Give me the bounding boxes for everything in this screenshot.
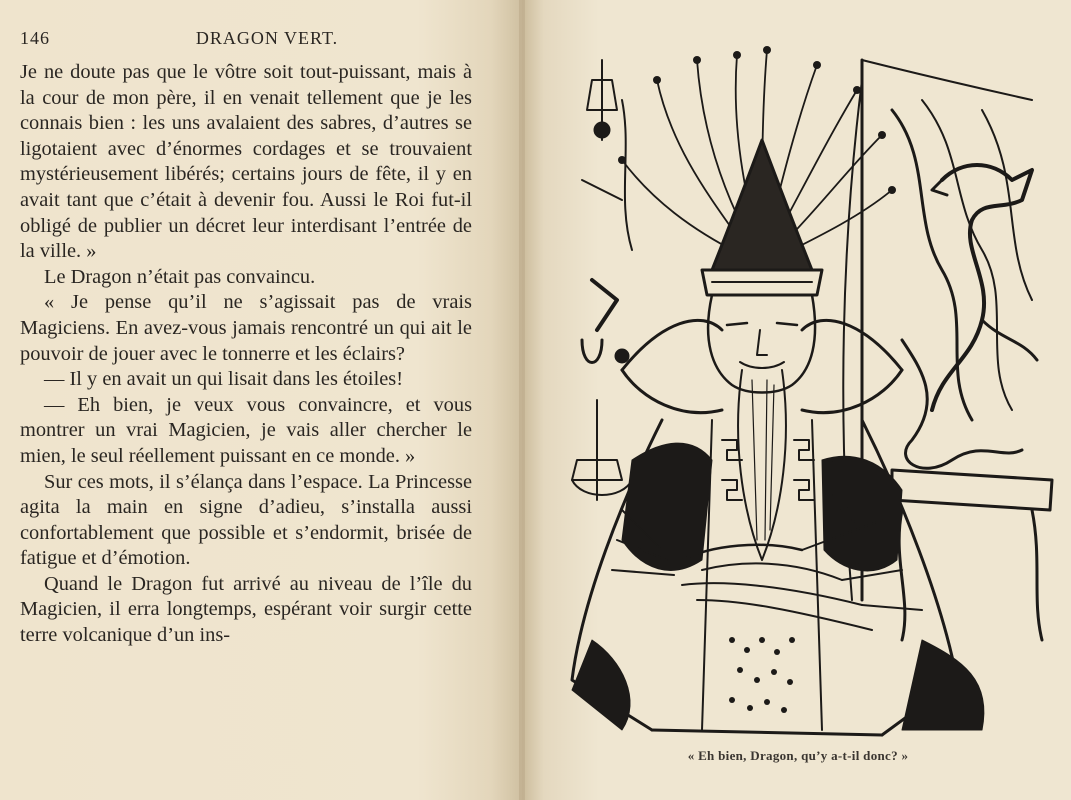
paragraph: « Je pense qu’il ne s’agissait pas de vrais Magiciens. En avez-vous jamais rencontré un qui ait le pouvoir de jouer avec le tonnerre et les éclairs? — [20, 291, 472, 365]
body-text — [20, 60, 472, 649]
paragraph: Le Dragon n’était pas convaincu. — [44, 265, 316, 288]
paragraph: — Eh bien, je veux vous convaincre, et vous montrer un vrai Magicien, je vais aller chercher le mien, le seul réellement puissant en ce monde. » — [20, 393, 472, 467]
paragraph: Quand le Dragon fut arrivé au niveau de l’île du Magicien, il erra longtemps, espérant voir surgir cette terre volcanique d’un ins- — [20, 572, 472, 647]
illustration-caption: « Eh bien, Dragon, qu’y a-t-il donc? » — [687, 748, 909, 763]
paragraph: Sur ces mots, il s’élança dans l’espace. La Princesse agita la main en signe d’adieu, s’installa aussi confortablement que possible et s’endormit, brisée de fatigue et d’émotion. — [20, 470, 472, 570]
page-gutter — [519, 0, 525, 800]
paragraph: — Il y en avait un qui lisait dans les étoiles! — [44, 368, 404, 391]
left-page — [0, 0, 522, 800]
magician-illustration — [562, 40, 1057, 746]
paragraph: Je ne doute pas que le vôtre soit tout-puissant, mais à la cour de mon père, il en venait tellement que je les connais bien : les uns avalaient des sabres, d’autres se ligotaient avec d’énormes cordages et se trouvaient mystérieusement libérés; certains jours de fête, il y en avait tant que c’était à devenir fou. Aussi le Roi fut-il obligé de publier un décret leur interdisant l’entrée de la ville. » — [20, 61, 472, 263]
running-head — [20, 28, 474, 58]
page-header-title: DRAGON VERT. — [195, 28, 339, 48]
page-number: 146 — [20, 28, 50, 48]
